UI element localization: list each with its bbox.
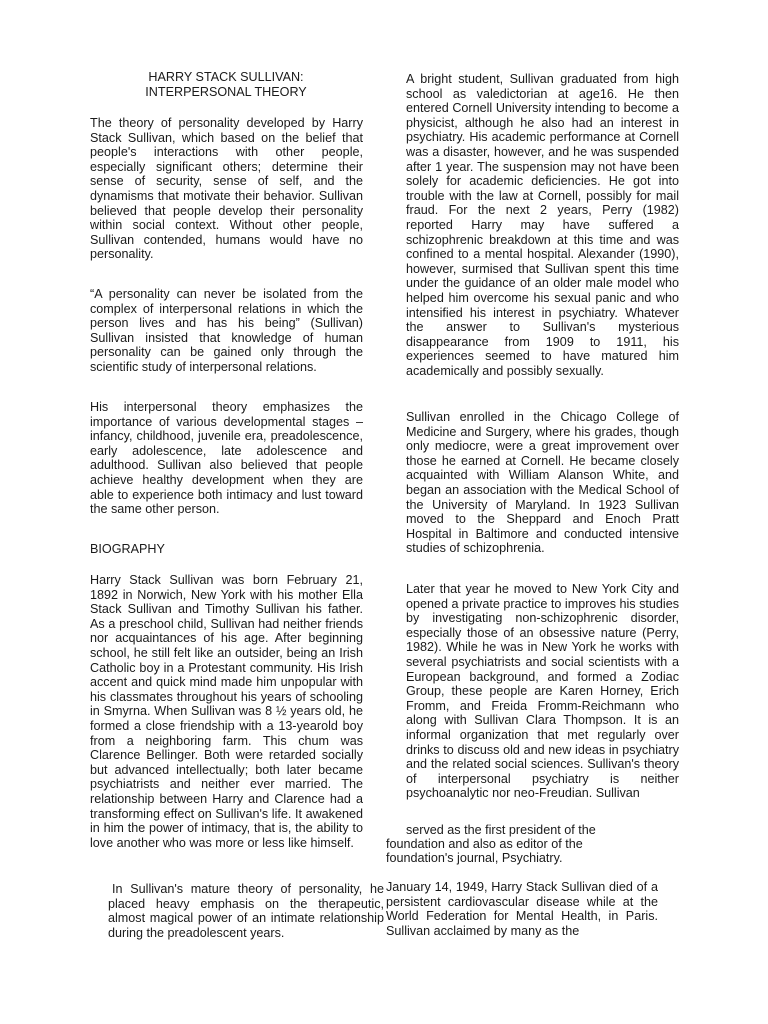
new-york-paragraph: Later that year he moved to New York City and opened a private practice to improves his studies by investigating non-schizophrenic disorder, especially those of an obsessive nature (Perry, 1982). While he was in New York he works with several psychiatrists and social scientists with a European background, and formed a Zodiac Group, these people are Karen Horney, Erich Fromm, and Freida Fromm-Reichmann who along with Sullivan Clara Thompson. It is an informal organization that met regularly over drinks to discuss old and new ideas in psychiatry and the related social sciences. Sullivan's theory of interpersonal psychiatry is neither psychoanalytic nor neo-Freudian. Sullivan bbox=[406, 582, 680, 801]
president-line-1: served as the first president of the bbox=[406, 823, 596, 837]
biography-paragraph: Harry Stack Sullivan was born February 21, 1892 in Norwich, New York with his mother Ella Stack Sullivan and Timothy Sullivan his father. As a preschool child, Sullivan had neither friends nor acquaintances of his age. After beginning school, he still felt like an outsider, being an Irish Catholic boy in a Protestant community. His Irish accent and quick mind made him unpopular with his classmates throughout his years of schooling in Smyrna. When Sullivan was 8 ½ years old, he formed a close friendship with a 13-yearold boy from a neighboring farm. This chum was Clarence Bellinger. Both were retarded socially but advanced intellectually; both later became psychiatrists and neither ever married. The relationship between Harry and Clarence had a transforming effect on Sullivan's life. It awakened in him the power of intimacy, that is, the ability to love another who was more or less like himself. bbox=[90, 573, 363, 850]
biography-heading: BIOGRAPHY bbox=[90, 542, 165, 556]
president-line-3: foundation's journal, Psychiatry. bbox=[386, 851, 563, 865]
quote-paragraph: “A personality can never be isolated from the complex of interpersonal relations in which the person lives and has his being” (Sullivan) Sullivan insisted that knowledge of human personality can be gained only through the scientific study of interpersonal relations. bbox=[90, 287, 363, 374]
president-line-2: foundation and also as editor of the bbox=[386, 837, 583, 851]
document-title bbox=[90, 70, 362, 100]
student-paragraph: A bright student, Sullivan graduated from high school as valedictorian at age16. He then entered Cornell University intending to become a physicist, although he also had an interest in psychiatry. His academic performance at Cornell was a disaster, however, and he was suspended after 1 year. The suspension may not have been solely for academic deficiencies. He got into trouble with the law at Cornell, possibly for mail fraud. For the next 2 years, Perry (1982) reported Harry may have suffered a schizophrenic breakdown at this time and was confined to a mental hospital. Alexander (1990), however, surmised that Sullivan spent this time under the guidance of an older male model who helped him overcome his sexual panic and who intensified his interest in psychiatry. Whatever the answer to Sullivan's mysterious disappearance from 1909 to 1911, his experiences seemed to have matured him academically and possibly sexually. bbox=[406, 72, 679, 378]
stages-paragraph: His interpersonal theory emphasizes the importance of various developmental stages – infancy, childhood, juvenile era, preadolescence, early adolescence, late adolescence and adulthood. Sullivan also believed that people achieve healthy development when they are able to experience both intimacy and lust toward the same other person. bbox=[90, 400, 363, 517]
death-paragraph: January 14, 1949, Harry Stack Sullivan died of a persistent cardiovascular disease while at the World Federation for Mental Health, in Paris. Sullivan acclaimed by many as the bbox=[386, 880, 658, 938]
mature-theory-paragraph: In Sullivan's mature theory of personality, he placed heavy emphasis on the therapeutic, almost magical power of an intimate relationship during the preadolescent years. bbox=[108, 882, 384, 940]
title-line-1: HARRY STACK SULLIVAN: bbox=[148, 70, 304, 84]
title-line-2: INTERPERSONAL THEORY bbox=[145, 85, 307, 99]
intro-paragraph: The theory of personality developed by Harry Stack Sullivan, which based on the belief that people's interactions with other people, especially significant others; determine their sense of security, sense of self, and the dynamisms that motivate their behavior. Sullivan believed that people develop their personality within social context. Without other people, Sullivan contended, humans would have no personality. bbox=[90, 116, 363, 262]
chicago-paragraph: Sullivan enrolled in the Chicago College of Medicine and Surgery, where his grades, though only mediocre, were a great improvement over those he earned at Cornell. He became closely acquainted with William Alanson White, and began an association with the Medical School of the University of Maryland. In 1923 Sullivan moved to the Sheppard and Enoch Pratt Hospital in Baltimore and conducted intensive studies of schizophrenia. bbox=[406, 410, 679, 556]
